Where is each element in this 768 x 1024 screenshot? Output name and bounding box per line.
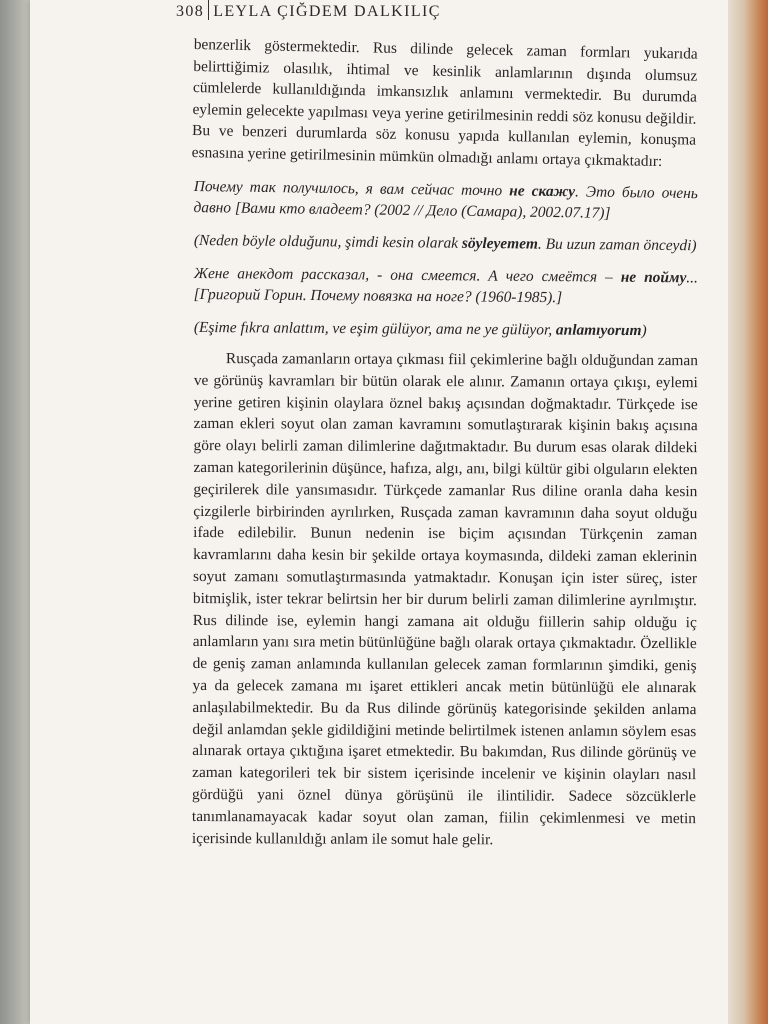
quote1-text-a: Почему так получилось, я вам сейчас точно — [193, 177, 510, 199]
quote3-emphasis: не пойму — [620, 268, 687, 286]
page-content — [191, 34, 698, 849]
quote1-text-b: . Это было очень давно [Вами кто владеет? (2002 // Дело (Самара), 2002.07.17)] — [193, 182, 698, 222]
quote4-text-b: ) — [641, 321, 647, 339]
running-header — [176, 0, 716, 22]
main-paragraph: Rusçada zamanların ortaya çıkması fiil çekimlerine bağlı olduğundan zaman ve görünüş kavramları bir bütün olarak ele alınır. Zamanın ortaya çıkışı, eylemi yerine getiren kişinin olaylara öznel bakış açısından doğmaktadır. Türkçede ise zaman ekleri soyut olan zaman kavramını somutlaştırarak kişinin bakış açısına göre olayı belirli zaman dilimlerine dağıtmaktadır. Bu durum esas olarak dildeki zaman kategorilerinin düşünce, hafıza, algı, anı, bilgi kültür gibi olguların elekten geçirilerek dile yansımasıdır. Türkçede zamanlar Rus diline oranla daha kesin çizgilerle birbirinden ayrılırken, Rusçada zaman kavramının daha soyut olduğu ifade edilebilir. Bunun nedenin ise biçim açısından Türkçenin zaman kavramlarını daha kesin bir şekilde ortaya koymasında, dildeki zaman eklerinin soyut zamanı somutlaştırmasında yatmaktadır. Konuşan için ister süreç, ister bitmişlik, ister tekrar belirtsin her bir durum belirli zaman dilimlerine ayrılmıştır. Rus dilinde ise, eylemin hangi zamana ait olduğu fiillerin sahip olduğu iç anlamların yanı sıra metin bütünlüğüne bağlı olarak ortaya çıkmaktadır. Özellikle de geniş zaman anlamında kullanılan gelecek zaman formlarının şimdiki, geniş ya da gelecek zamana mı işaret ettikleri ancak metin bütünlüğü ele alınarak anlaşılabilmektedir. Bu da Rus dilinde görünüş kategorisinde şekilden anlama değil anlamdan şekle gidildiğini metinde belirtilmek istenen anlamın söylem esas alınarak ortaya çıktığına işaret etmektedir. Bu bakımdan, Rus dilinde görünüş ve zaman kategorileri tek bir sistem içerisinde incelenir ve kişinin olayları nasıl gördüğü yani öznel dünya görüşünü ile ilintilidir. Sadece sözcüklerle tanımlanamayacak kadar soyut olan zaman, fiilin çekimlenmesi ve metin içerisinde kullanıldığı anlam ile somut hale gelir. — [191, 349, 698, 848]
russian-example-2 — [194, 263, 698, 309]
author-name: LEYLA ÇIĞDEM DALKILIÇ — [213, 3, 441, 20]
quote3-text-a: Жене анекдот рассказал, - она смеется. А чего смеётся – — [193, 264, 621, 286]
quote2-text-b: . Bu uzun zaman önceydi) — [537, 235, 697, 254]
page-number: 308 — [176, 3, 205, 20]
header-divider — [208, 0, 209, 20]
quote2-emphasis: söyleyemem — [461, 234, 539, 253]
quote2-text-a: (Neden böyle olduğunu, şimdi kesin olarak — [193, 231, 462, 252]
quote4-text-a: (Eşime fıkra anlattım, ve eşim gülüyor, ama ne ye gülüyor, — [193, 318, 557, 339]
book-edge — [728, 0, 768, 1024]
intro-paragraph: benzerlik göstermektedir. Rus dilinde gelecek zaman formları yukarıda belirttiğimiz olasılık, ihtimal ve kesinlik anlamlarının dışında olumsuz cümlelerde kullanıldığında imkansızlık anlamını vermektedir. Bu durumda eylemin gelecekte yapılması veya yerine getirilmesinin reddi söz konusu değildir. Bu ve benzeri durumlarda söz konusu yapıda kullanılan eylemin, konuşma esnasına yerine getirilmesinin mümkün olmadığı anlamı ortaya çıkmaktadır: — [191, 35, 698, 170]
turkish-translation-1 — [194, 230, 698, 256]
quote4-emphasis: anlamıyorum — [555, 321, 642, 339]
quote3-text-b: ...[Григорий Горин. Почему повязка на ноге? (1960-1985).] — [193, 268, 698, 306]
turkish-translation-2 — [194, 317, 698, 342]
russian-example-1 — [193, 176, 698, 225]
quote1-emphasis: не скажу — [509, 181, 576, 200]
